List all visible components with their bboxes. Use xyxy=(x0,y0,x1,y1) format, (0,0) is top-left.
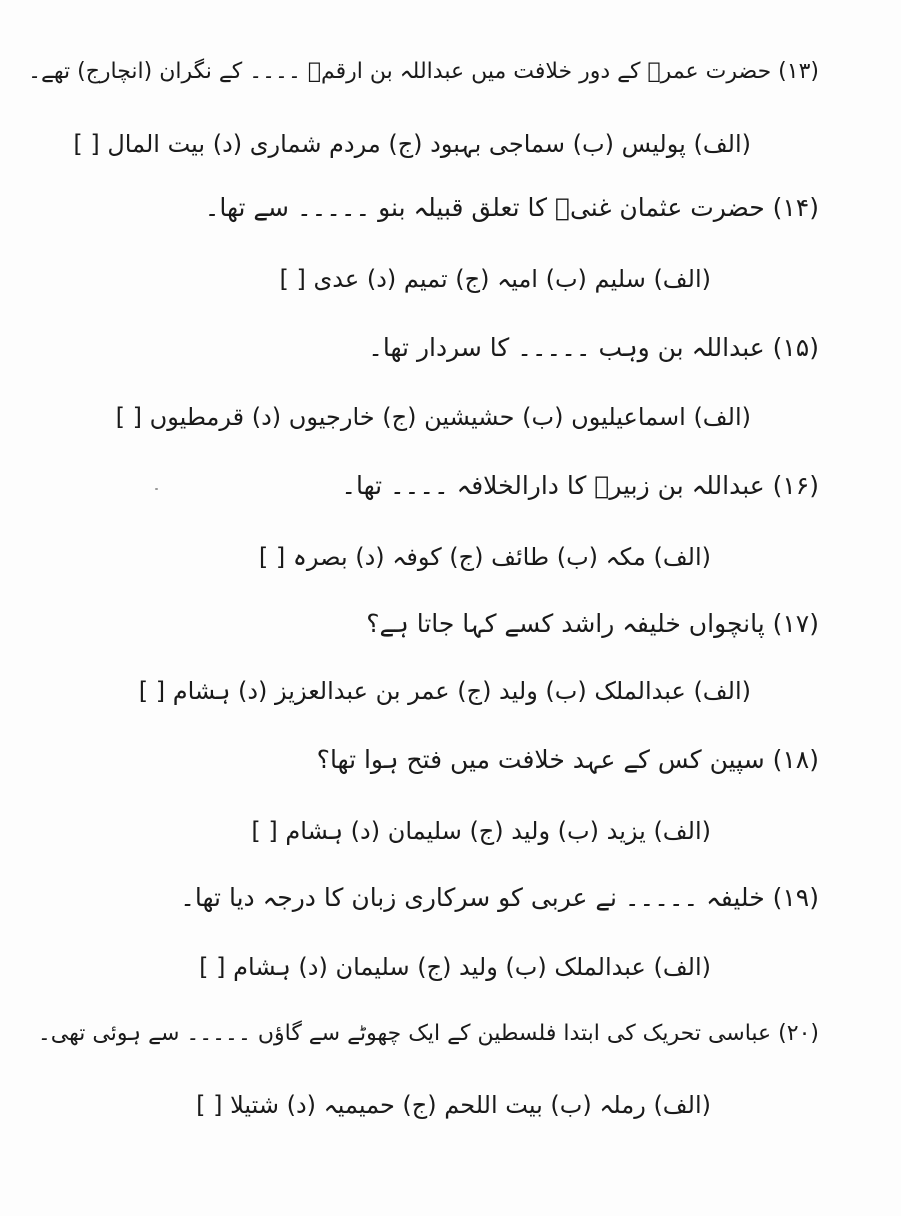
options-14: (الف) سلیم (ب) امیہ (ج) تمیم (د) عدی [ ] xyxy=(279,265,711,293)
options-13: (الف) پولیس (ب) سماجی بہبود (ج) مردم شماری (د) بیت المال [ ] xyxy=(73,130,751,158)
question-16: (۱۶) عبداللہ بن زبیرؓ کا دارالخلافہ ۔۔۔۔ تھا۔ xyxy=(341,471,819,500)
options-18: (الف) یزید (ب) ولید (ج) سلیمان (د) ہشام [ ] xyxy=(251,817,711,845)
options-20: (الف) رملہ (ب) بیت اللحم (ج) حمیمیہ (د) شتیلا [ ] xyxy=(196,1091,711,1119)
question-20: (۲۰) عباسی تحریک کی ابتدا فلسطین کے ایک چھوٹے سے گاؤں ۔۔۔۔۔ سے ہوئی تھی۔ xyxy=(37,1021,819,1046)
question-15: (۱۵) عبداللہ بن وہب ۔۔۔۔۔ کا سردار تھا۔ xyxy=(368,333,819,362)
question-18: (۱۸) سپین کس کے عہد خلافت میں فتح ہوا تھا؟ xyxy=(316,745,819,774)
options-16: (الف) مکہ (ب) طائف (ج) کوفہ (د) بصرہ [ ] xyxy=(258,543,711,571)
options-15: (الف) اسماعیلیوں (ب) حشیشین (ج) خارجیوں (د) قرمطیوں [ ] xyxy=(115,403,751,431)
question-13: (۱۳) حضرت عمرؓ کے دور خلافت میں عبداللہ بن ارقمؓ ۔۔۔۔ کے نگران (انچارج) تھے۔ xyxy=(28,59,819,84)
options-17: (الف) عبدالملک (ب) ولید (ج) عمر بن عبدالعزیز (د) ہشام [ ] xyxy=(138,677,751,705)
question-19: (۱۹) خلیفہ ۔۔۔۔۔ نے عربی کو سرکاری زبان کا درجہ دیا تھا۔ xyxy=(180,883,819,912)
question-17: (۱۷) پانچواں خلیفہ راشد کسے کہا جاتا ہے؟ xyxy=(366,609,819,638)
question-14: (۱۴) حضرت عثمان غنیؓ کا تعلق قبیلہ بنو ۔۔۔۔۔ سے تھا۔ xyxy=(204,193,819,222)
scan-speck xyxy=(155,488,158,490)
options-19: (الف) عبدالملک (ب) ولید (ج) سلیمان (د) ہشام [ ] xyxy=(199,953,711,981)
